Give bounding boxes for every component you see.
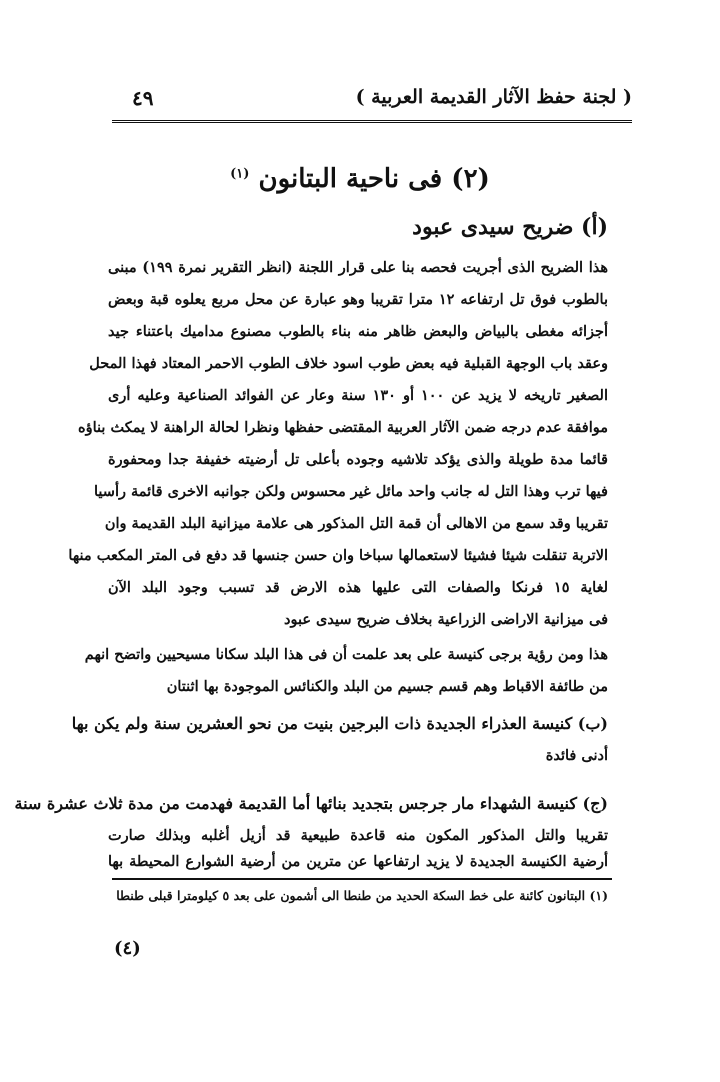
- text-line: فى ميزانية الاراضى الزراعية بخلاف ضريح سيدى عبود: [284, 611, 608, 628]
- text-line: الاتربة تنقلت شيئا فشيئا لاستعمالها سباخا وان حسن جنسها قد دفع فى المتر المكعب منها: [68, 547, 608, 564]
- text-line: (ب) كنيسة العذراء الجديدة ذات البرجين بنيت من نحو العشرين سنة ولم يكن بها: [71, 714, 608, 733]
- text-line: أرضية الكنيسة الجديدة لا يزيد ارتفاعها عن مترين من أرضية الشوارع المحيطة بها: [108, 853, 608, 870]
- text-line: قائما مدة طويلة والذى يؤكد تلاشيه وجوده بأعلى تل أرضيته خفيفة جدا ومحفورة: [108, 451, 608, 468]
- text-line: فيها ترب وهذا التل له جانب واحد مائل غير محسوس ولكن جوانبه الاخرى قائمة رأسيا: [94, 483, 608, 500]
- text-line: أجزائه مغطى بالبياض والبعض ظاهر منه بناء بالطوب مصنوع مداميك باعتناء جيد: [108, 323, 608, 340]
- subsection-heading-a: (أ) ضريح سيدى عبود: [412, 214, 608, 240]
- header-rule: [112, 120, 632, 123]
- section-title: [0, 164, 720, 194]
- header-title: ( لجنة حفظ الآثار القديمة العربية ): [355, 86, 632, 108]
- footnote-rule: [112, 878, 612, 880]
- text-line: تقريبا والتل المذكور المكون منه قاعدة طبيعية قد أزيل أغلبه وبذلك صارت: [108, 827, 608, 844]
- text-line: بالطوب فوق تل ارتفاعه ١٢ مترا تقريبا وهو عبارة عن محل مربع يعلوه قبة وبعض: [108, 291, 608, 308]
- text-line: هذا الضريح الذى أجريت فحصه بنا على قرار اللجنة (انظر التقرير نمرة ١٩٩) مبنى: [108, 259, 608, 276]
- section-title-text: (٢) فى ناحية البتانون: [258, 164, 490, 194]
- text-line: لغاية ١٥ فرنكا والصفات التى عليها هذه الارض قد تسبب وجود البلد الآن: [108, 579, 608, 596]
- footnote-text: (١) البتانون كائنة على خط السكة الحديد من طنطا الى أشمون على بعد ٥ كيلومترا قبلى طنطا: [116, 888, 608, 903]
- text-line: من طائفة الاقباط وهم قسم جسيم من البلد والكنائس الموجودة بها اثنتان: [166, 678, 608, 695]
- text-line: (ج) كنيسة الشهداء مار جرجس بتجديد بنائها أما القديمة فهدمت من مدة ثلاث عشرة سنة: [14, 794, 608, 813]
- signature-mark: (٤): [114, 938, 141, 959]
- text-line: أدنى فائدة: [545, 747, 608, 764]
- page-number: ٤٩: [132, 86, 154, 110]
- text-line: وعقد باب الوجهة القبلية فيه بعض طوب اسود خلاف الطوب الاحمر المعتاد فهذا المحل: [89, 355, 608, 372]
- text-line: هذا ومن رؤية برجى كنيسة على بعد علمت أن فى هذا البلد سكانا مسيحيين واتضح انهم: [84, 646, 608, 663]
- footnote-marker: (١): [230, 166, 250, 182]
- running-header: [112, 86, 632, 126]
- text-line: الصغير تاريخه لا يزيد عن ١٠٠ أو ١٣٠ سنة وعار عن الفوائد الصناعية وعليه أرى: [108, 387, 608, 404]
- text-line: موافقة عدم درجه ضمن الآثار العربية المقتضى حفظها ونظرا لحالة الراهنة لا يمكث بناؤه: [78, 419, 608, 436]
- text-line: تقريبا وقد سمع من الاهالى أن قمة التل المذكور هى علامة ميزانية البلد القديمة وان: [104, 515, 608, 532]
